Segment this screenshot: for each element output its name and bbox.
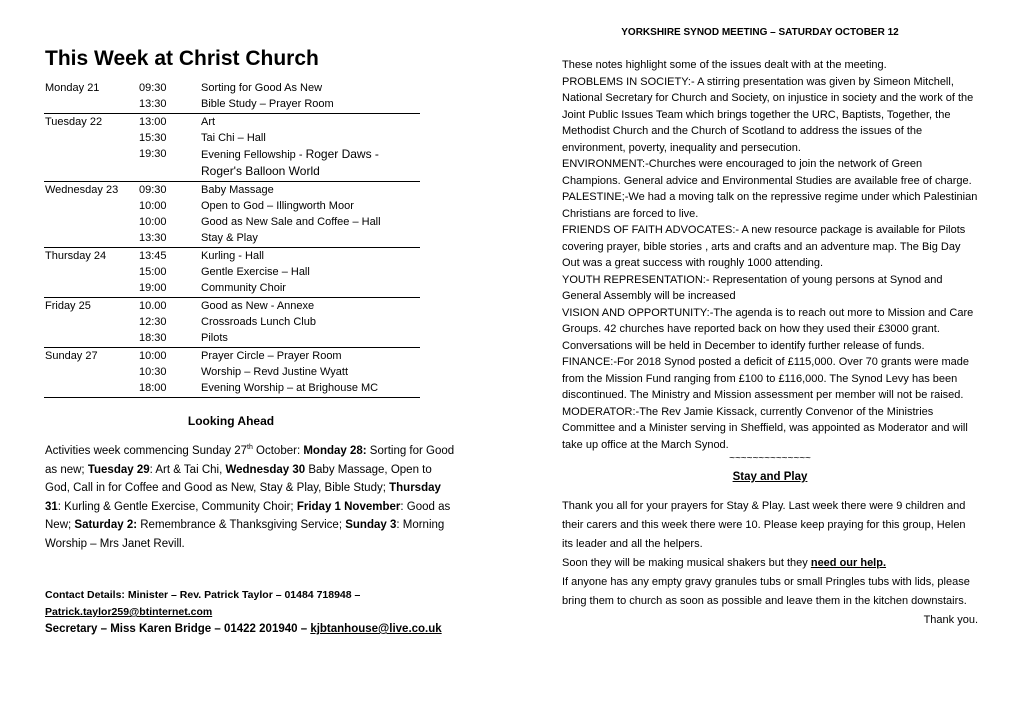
day-block [44,248,420,298]
event-activity [201,80,420,96]
minister-email-line [45,604,458,621]
event-activity [201,314,420,330]
event-activity [201,182,420,198]
divider: ~~~~~~~~~~~~~~ [729,453,811,464]
event-time: 13:30 [139,98,167,110]
day-name [44,264,139,280]
activity-text: Stay & Play [201,232,258,244]
synod-notes [562,57,978,453]
stay-and-play-heading: Stay and Play [732,471,808,483]
ahead-text: Baby Massage, Open to God, Call in for Coffee and Good as New, Stay & Play, Bible Study; [45,463,432,494]
schedule-row [44,182,420,198]
page-title: This Week at Christ Church [45,47,319,70]
event-activity [201,248,420,264]
synod-title: YORKSHIRE SYNOD MEETING – SATURDAY OCTOBER 12 [621,27,899,38]
event-time: 15:00 [139,266,167,278]
event-time: 10.00 [139,300,167,312]
event-activity [201,96,420,112]
schedule-row [44,348,420,364]
stay-help-line [562,554,978,573]
event-time: 18:00 [139,382,167,394]
minister-email-link[interactable]: Patrick.taylor259@btinternet.com [45,606,213,618]
day-name: Tuesday 22 [45,116,103,128]
day-name: Thursday 24 [45,250,107,262]
synod-note: ENVIRONMENT:-Churches were encouraged to join the network of Green Champions. General advice and Environmental Studies are available free of charge. [562,158,972,187]
stay-paragraph: Thank you all for your prayers for Stay & Play. Last week there were 9 children and their carers and this week there were 10. Please keep praying for this group, Helen its leader and all the helpers. [562,500,966,550]
looking-ahead-text [38,442,455,553]
activity-text: Evening Fellowship - [201,149,306,161]
ahead-text: : Kurling & Gentle Exercise, Community Choir; [57,500,297,513]
ahead-text: Sorting for Good as new; [45,445,455,476]
day-block [44,80,420,114]
ahead-text: : Art & Tai Chi, [149,463,226,476]
event-time: 19:00 [139,282,167,294]
schedule-row [44,330,420,346]
event-time: 15:30 [139,132,167,144]
schedule-row [44,380,420,396]
synod-note: VISION AND OPPORTUNITY:-The agenda is to reach out more to Mission and Care Groups. 42 churches have reported back on how they used their £3000 grant. Conversations will be held in December to identify further release of funds. [562,306,974,352]
event-activity [201,298,420,314]
activity-text: Tai Chi – Hall [201,132,266,144]
activity-text: Art [201,116,216,128]
left-column [38,46,458,638]
event-time: 10:00 [139,200,167,212]
event-time: 09:30 [139,82,167,94]
day-name: Monday 21 [45,82,100,94]
day-name: Friday 25 [45,300,91,312]
day-name [44,330,139,346]
activity-text: Gentle Exercise – Hall [201,266,310,278]
thank-you-text: Thank you. [923,614,978,626]
event-activity [201,230,420,246]
activity-text: Good as New Sale and Coffee – Hall [201,216,381,228]
event-activity [201,214,420,230]
ahead-day: Wednesday 30 [225,463,306,476]
day-block [44,298,420,348]
event-activity [201,198,420,214]
ahead-day: Sunday 3 [345,519,397,531]
secretary-info: Secretary – Miss Karen Bridge – 01422 201940 – [45,623,311,635]
right-column [562,26,978,630]
stay-request [562,573,978,626]
synod-note: PALESTINE;-We had a moving talk on the repressive regime under which Palestinian Christians are forced to live. [562,191,978,220]
event-time: 18:30 [139,332,167,344]
day-name: Wednesday 23 [45,184,119,196]
synod-note: YOUTH REPRESENTATION:- Representation of young persons at Synod and General Assembly will be increased [562,273,943,302]
activity-text: Evening Worship – at Brighouse MC [201,382,379,394]
event-activity [201,364,420,380]
day-name [44,280,139,296]
activity-text: Open to God – Illingworth Moor [201,200,354,212]
schedule-row [44,248,420,264]
weekly-schedule [44,80,420,398]
minister-info: Minister – Rev. Patrick Taylor – 01484 718948 – [127,589,361,601]
ahead-day: Tuesday 29 [87,463,150,476]
looking-ahead-heading: Looking Ahead [187,414,275,428]
ahead-day: Monday 28: [303,445,367,457]
activity-text: Good as New - Annexe [201,300,315,312]
activity-text: Kurling - Hall [201,250,264,262]
event-time: 19:30 [139,148,167,160]
schedule-row [44,114,420,130]
schedule-row [44,230,420,246]
day-name [44,314,139,330]
day-name [44,230,139,246]
ahead-text: : Good as New; [45,500,451,531]
day-name [44,198,139,214]
ahead-day: Friday 1 November [296,500,401,513]
ahead-text: Remembrance & Thanksgiving Service; [137,519,346,531]
event-activity [201,330,420,346]
day-name: Sunday 27 [45,350,98,362]
activity-text: Crossroads Lunch Club [201,316,316,328]
day-name [44,96,139,112]
contact-minister-line [45,587,458,604]
activity-text: Pilots [201,332,228,344]
schedule-row [44,314,420,330]
contact-details [38,587,458,638]
schedule-row [44,264,420,280]
synod-note: FINANCE:-For 2018 Synod posted a deficit of £115,000. Over 70 grants were made from the Mission Fund ranging from £100 to £116,000. The Synod Levy has been discontinued. The Ministry and Mission assessment per member will not be raised. [562,356,970,401]
stay-and-play-text [562,497,978,626]
schedule-row [44,130,420,146]
event-activity [201,348,420,364]
ahead-day: Saturday 2: [74,519,138,531]
secretary-line [45,621,458,638]
ahead-day: Thursday 31 [45,482,441,513]
event-time: 13:30 [139,232,167,244]
activity-text: Worship – Revd Justine Wyatt [201,366,349,378]
activity-text: Community Choir [201,282,286,294]
schedule-row [44,146,420,180]
ahead-intro: Activities week commencing Sunday 27 [45,445,247,457]
schedule-row [44,80,420,96]
event-activity [201,146,420,180]
day-name [44,146,139,180]
activity-text: Sorting for Good As New [201,82,323,94]
ahead-text: : Morning Worship – Mrs Janet Revill. [45,519,445,550]
day-name [44,130,139,146]
day-block [44,114,420,182]
schedule-row [44,280,420,296]
stay-help-text: Soon they will be making musical shakers but they [562,557,811,569]
event-activity [201,280,420,296]
schedule-row [44,198,420,214]
schedule-row [44,298,420,314]
activity-text: Baby Massage [201,184,274,196]
synod-note: MODERATOR:-The Rev Jamie Kissack, currently Convenor of the Ministries Committee and a Minister serving in Sheffield, was appointed as Moderator and will take up office at the March Synod. [562,405,968,451]
synod-note: FRIENDS OF FAITH ADVOCATES:- A new resource package is available for Pilots covering prayer, bible stories , arts and crafts and an adventure map. The Big Day Out was a great success with roughly 1000 attending. [562,224,966,269]
day-name [44,364,139,380]
activity-text: Prayer Circle – Prayer Room [201,350,342,362]
day-name [44,380,139,396]
synod-note: These notes highlight some of the issues dealt with at the meeting. [562,59,887,71]
event-activity [201,380,420,396]
event-time: 10:00 [139,350,167,362]
day-block [44,348,420,398]
event-time: 13:00 [139,116,167,128]
schedule-row [44,364,420,380]
stay-request-text: If anyone has any empty gravy granules tubs or small Pringles tubs with lids, please bring them to church as soon as possible and leave them in the kitchen downstairs. [562,576,970,607]
event-activity [201,264,420,280]
event-time: 09:30 [139,184,167,196]
event-time: 12:30 [139,316,167,328]
ahead-sup: th [247,444,253,452]
activity-text: Bible Study – Prayer Room [201,98,334,110]
schedule-row [44,214,420,230]
activity-guest: Roger Daws - Roger's Balloon World [201,147,379,178]
day-block [44,182,420,248]
event-activity [201,130,420,146]
day-name [44,214,139,230]
event-activity [201,114,420,130]
ahead-intro-2: October: [252,445,304,457]
synod-note: PROBLEMS IN SOCIETY:- A stirring presentation was given by Simeon Mitchell, National Secretary for Church and Society, on injustice in society and the work of the Joint Public Issues Team which brings together the URC, Baptists, Together, the Methodist Church and the Church of Scotland to address the issues of the environment, poverty, inequality and persecution. [562,75,974,154]
schedule-row [44,96,420,112]
event-time: 10:30 [139,366,167,378]
event-time: 10:00 [139,216,167,228]
stay-help-emphasis: need our help. [810,557,887,569]
contact-label: Contact Details: [45,589,128,601]
secretary-email-link[interactable]: kjbtanhouse@live.co.uk [310,623,442,635]
event-time: 13:45 [139,250,167,262]
